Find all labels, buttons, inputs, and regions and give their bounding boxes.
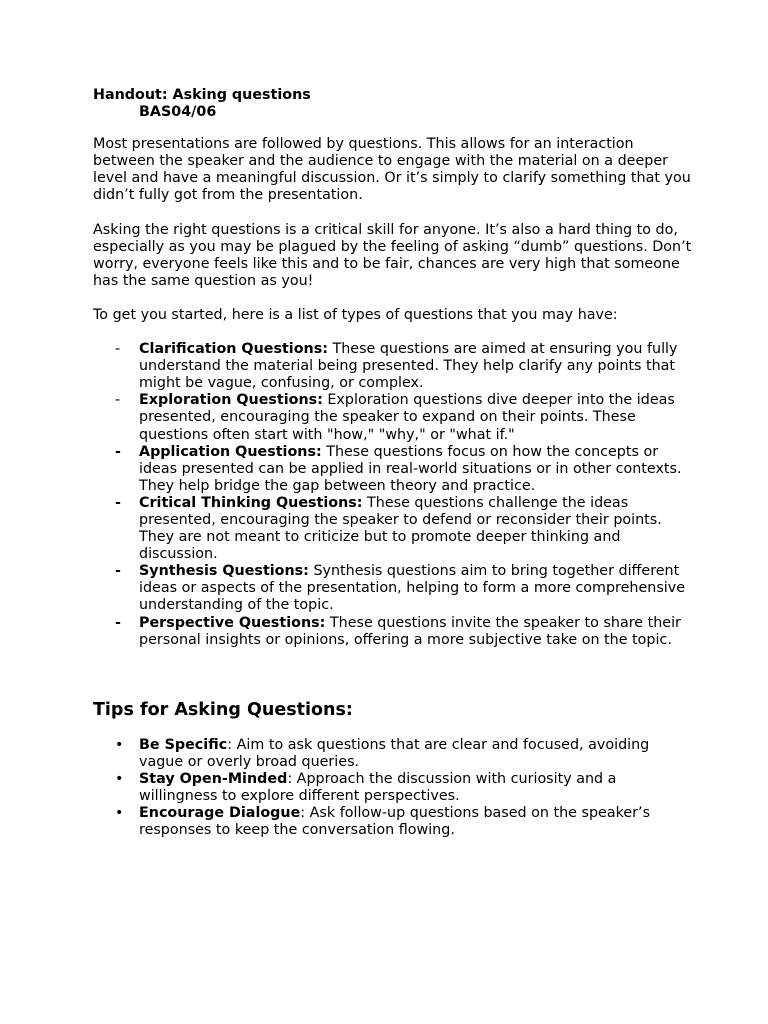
round-bullet-icon: •	[115, 770, 124, 787]
tip-item	[93, 737, 693, 771]
dash-bullet-icon: -	[115, 341, 121, 358]
dash-bullet-icon: -	[115, 614, 121, 631]
tip-item	[93, 805, 693, 839]
question-type-description: These questions are aimed at ensuring you fully understand the material being presented. They help clarify any points that might be vague, confusing, or complex.	[139, 341, 678, 392]
tip-term: Stay Open-Minded	[139, 770, 288, 787]
dash-bullet-icon: -	[115, 563, 121, 580]
question-type-description: Exploration questions dive deeper into the ideas presented, encouraging the speaker to expand on their points. These questions often start with "how," "why," or "what if."	[139, 392, 675, 443]
intro-paragraph: Most presentations are followed by questions. This allows for an interaction between the speaker and the audience to engage with the material on a deeper level and have a meaningful discussion. Or it’s simply to clarify something that you didn’t fully got from the presentation.	[93, 136, 691, 204]
tip-term: Encourage Dialogue	[139, 805, 301, 822]
tip-description: : Ask follow-up questions based on the speaker’s responses to keep the conversation flowing.	[139, 805, 651, 839]
tip-description: : Approach the discussion with curiosity and a willingness to explore different perspectives.	[139, 770, 617, 804]
question-type-item	[93, 563, 693, 614]
tips-heading: Tips for Asking Questions:	[93, 699, 353, 720]
dash-bullet-icon: -	[115, 443, 121, 460]
question-type-term: Perspective Questions:	[139, 614, 326, 631]
question-type-item	[93, 392, 693, 443]
skill-paragraph: Asking the right questions is a critical skill for anyone. It’s also a hard thing to do, especially as you may be plagued by the feeling of asking “dumb” questions. Don’t worry, everyone feels like this and to be fair, chances are very high that someone has the same question as you!	[93, 221, 692, 289]
tip-item	[93, 771, 693, 805]
question-type-item	[93, 341, 693, 392]
question-type-description: These questions focus on how the concepts or ideas presented can be applied in real-world situations or in other contexts. They help bridge the gap between theory and practice.	[139, 443, 682, 494]
question-type-item	[93, 615, 693, 649]
question-type-term: Critical Thinking Questions:	[139, 494, 363, 511]
question-type-item	[93, 444, 693, 495]
question-type-term: Synthesis Questions:	[139, 563, 309, 580]
question-type-item	[93, 495, 693, 563]
document-code: BAS04/06	[139, 104, 217, 121]
round-bullet-icon: •	[115, 805, 124, 822]
handout-page	[93, 87, 693, 839]
dash-bullet-icon: -	[115, 494, 121, 511]
dash-bullet-icon: -	[115, 392, 121, 409]
tip-description: : Aim to ask questions that are clear and focused, avoiding vague or overly broad queries.	[139, 736, 650, 770]
tip-term: Be Specific	[139, 736, 228, 753]
round-bullet-icon: •	[115, 736, 124, 753]
question-types-list	[93, 341, 693, 649]
list-intro-paragraph: To get you started, here is a list of types of questions that you may have:	[93, 306, 618, 323]
tips-list	[93, 737, 693, 840]
question-type-term: Clarification Questions:	[139, 341, 328, 358]
question-type-term: Exploration Questions:	[139, 392, 323, 409]
question-type-description: These questions invite the speaker to share their personal insights or opinions, offering a more subjective take on the topic.	[139, 614, 681, 648]
question-type-description: Synthesis questions aim to bring together different ideas or aspects of the presentation, helping to form a more comprehensive understanding of the topic.	[139, 563, 686, 614]
question-type-term: Application Questions:	[139, 443, 322, 460]
question-type-description: These questions challenge the ideas presented, encouraging the speaker to defend or reconsider their points. They are not meant to criticize but to promote deeper thinking and discussion.	[139, 494, 662, 563]
document-title: Handout: Asking questions	[93, 87, 311, 103]
